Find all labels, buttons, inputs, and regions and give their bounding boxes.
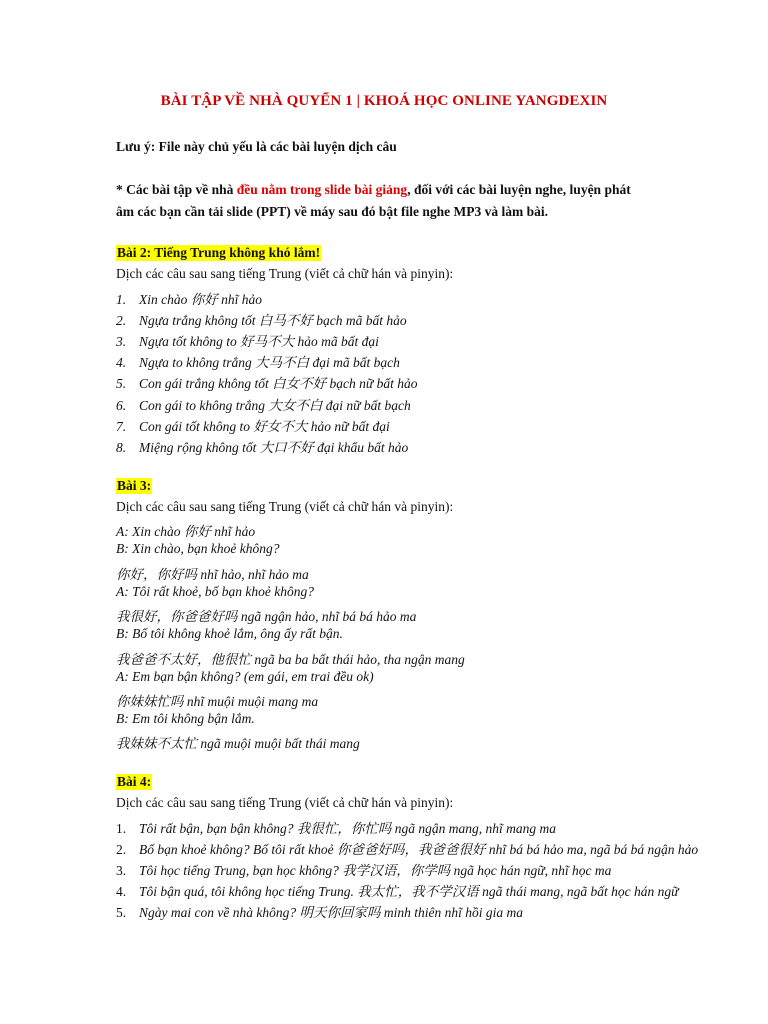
item-text: Ngày mai con về nhà không? 明天你回家吗 minh thiên nhĩ hồi gia ma <box>139 905 523 920</box>
item-text: Tôi rất bận, bạn bận không? 我很忙，你忙吗 ngã ngận mang, nhĩ mang ma <box>139 821 557 836</box>
item-number: 2. <box>116 313 127 328</box>
dialogue-line: B: Em tôi không bận lắm. <box>116 711 255 726</box>
item-number: 5. <box>116 376 127 391</box>
dialogue-line: A: Em bạn bận không? (em gái, em trai đều ok) <box>116 669 374 684</box>
section-heading-bai2: Bài 2: Tiếng Trung không khó lắm! <box>117 245 321 260</box>
item-number: 4. <box>116 884 127 899</box>
note-homework-part1: * Các bài tập về nhà <box>116 182 237 197</box>
item-text: Miệng rộng không tốt 大口不好 đại khẩu bất hảo <box>139 440 409 455</box>
item-number: 1. <box>116 821 127 836</box>
note-homework <box>116 182 631 198</box>
section-heading-bai3: Bài 3: <box>117 478 152 493</box>
list-item <box>116 817 556 837</box>
dialogue-line: 我妹妹不太忙 ngã muội muội bất thái mang <box>116 736 360 751</box>
item-number: 5. <box>116 905 127 920</box>
item-text: Ngựa to không trắng 大马不白 đại mã bất bạch <box>139 355 400 370</box>
section-instruction: Dịch các câu sau sang tiếng Trung (viết cả chữ hán và pinyin): <box>116 499 454 514</box>
dialogue-line: 你好，你好吗 nhĩ hảo, nhĩ hảo ma <box>116 567 309 582</box>
item-text: Xin chào 你好 nhĩ hảo <box>139 292 262 307</box>
list-item <box>116 880 679 900</box>
dialogue-line: B: Xin chào, bạn khoẻ không? <box>116 541 280 556</box>
item-number: 7. <box>116 419 127 434</box>
section-heading-bai4: Bài 4: <box>117 774 152 789</box>
item-number: 3. <box>116 863 127 878</box>
item-text: Con gái tốt không to 好女不大 hảo nữ bất đại <box>139 419 390 434</box>
item-text: Con gái to không trắng 大女不白 đại nữ bất bạch <box>139 398 411 413</box>
list-item <box>116 330 379 350</box>
list-item <box>116 859 611 879</box>
dialogue-line: A: Xin chào 你好 nhĩ hảo <box>116 524 256 539</box>
item-number: 6. <box>116 398 127 413</box>
note-line: Lưu ý: File này chủ yếu là các bài luyện dịch câu <box>116 139 397 154</box>
item-text: Bố bạn khoẻ không? Bố tôi rất khoẻ 你爸爸好吗，我爸爸很好 nhĩ bá bá hảo ma, ngã bá bá ngận hảo <box>139 842 699 857</box>
item-text: Ngựa tốt không to 好马不大 hảo mã bất đại <box>139 334 379 349</box>
document-title: BÀI TẬP VỀ NHÀ QUYỂN 1 | KHOÁ HỌC ONLINE YANGDEXIN <box>160 93 608 109</box>
dialogue-line: A: Tôi rất khoẻ, bố bạn khoẻ không? <box>116 584 314 599</box>
list-item <box>116 838 698 858</box>
list-item <box>116 372 417 392</box>
list-item <box>116 351 400 371</box>
list-item <box>116 288 262 308</box>
list-item <box>116 394 411 414</box>
item-number: 8. <box>116 440 127 455</box>
dialogue-line: 你妹妹忙吗 nhĩ muội muội mang ma <box>116 694 319 709</box>
note-homework-line2: âm các bạn cần tải slide (PPT) về máy sau đó bật file nghe MP3 và làm bài. <box>116 204 548 219</box>
section-instruction: Dịch các câu sau sang tiếng Trung (viết cả chữ hán và pinyin): <box>116 795 454 810</box>
dialogue-line: 我爸爸不太好，他很忙 ngã ba ba bất thái hảo, tha ngận mang <box>116 652 465 667</box>
item-number: 2. <box>116 842 127 857</box>
list-item <box>116 309 407 329</box>
item-number: 3. <box>116 334 127 349</box>
list-item <box>116 901 523 921</box>
item-text: Tôi học tiếng Trung, bạn học không? 我学汉语，你学吗 ngã học hán ngữ, nhĩ học ma <box>139 863 612 878</box>
note-homework-part2: , đối với các bài luyện nghe, luyện phát <box>407 182 631 197</box>
item-text: Tôi bận quá, tôi không học tiếng Trung. 我太忙，我不学汉语 ngã thái mang, ngã bất học hán ngữ <box>139 884 679 899</box>
item-text: Con gái trắng không tốt 白女不好 bạch nữ bất hảo <box>139 376 418 391</box>
note-homework-highlight: đều nằm trong slide bài giảng <box>236 182 408 197</box>
section-instruction: Dịch các câu sau sang tiếng Trung (viết cả chữ hán và pinyin): <box>116 266 454 281</box>
item-text: Ngựa trắng không tốt 白马不好 bạch mã bất hảo <box>139 313 407 328</box>
dialogue-line: 我很好，你爸爸好吗 ngã ngận hảo, nhĩ bá bá hảo ma <box>116 609 417 624</box>
list-item <box>116 415 390 435</box>
dialogue-line: B: Bố tôi không khoẻ lắm, ông ấy rất bận. <box>116 626 343 641</box>
item-number: 4. <box>116 355 127 370</box>
item-number: 1. <box>116 292 127 307</box>
list-item <box>116 436 408 456</box>
